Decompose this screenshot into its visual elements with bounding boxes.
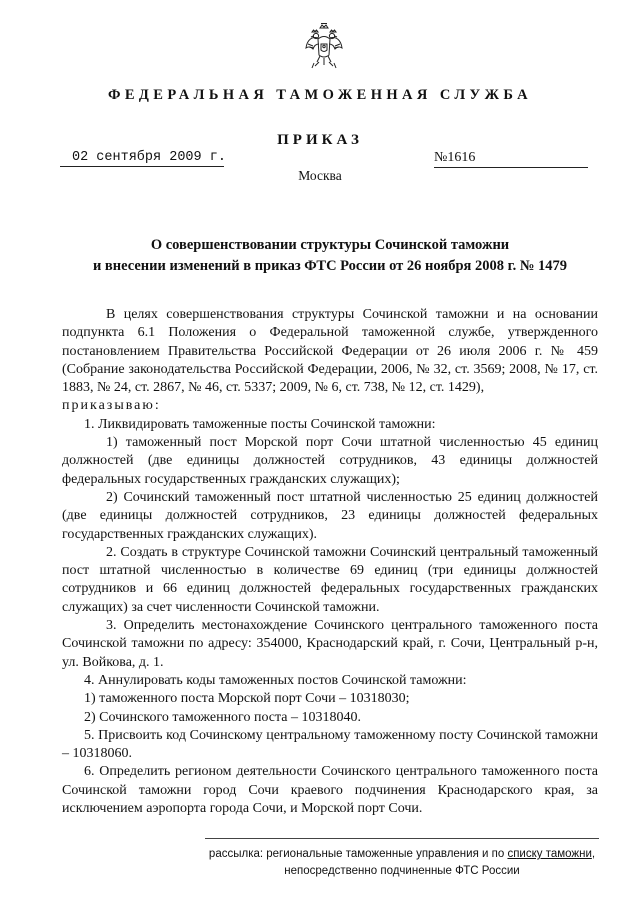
agency-name: ФЕДЕРАЛЬНАЯ ТАМОЖЕННАЯ СЛУЖБА	[107, 87, 532, 103]
distribution-prefix: рассылка: региональные таможенные управления и по	[208, 848, 508, 860]
document-type: ПРИКАЗ	[277, 132, 363, 148]
clause-4-item-1: 1) таможенного поста Морской порт Сочи – 10318030;	[84, 691, 410, 707]
order-subject	[60, 235, 600, 277]
clause-4: 4. Аннулировать коды таможенных постов Сочинской таможни:	[84, 672, 467, 688]
distribution-list-link[interactable]: списку таможни	[507, 848, 592, 860]
clause-3: 3. Определить местонахождение Сочинского центрального таможенного поста Сочинской таможни по адресу: 354000, Краснодарский край, г. Сочи, Центральный р-н, ул. Войкова, д. 1.	[62, 618, 598, 670]
subject-line-1: О совершенствовании структуры Сочинской таможни	[150, 237, 510, 253]
order-word: приказываю:	[62, 398, 161, 414]
clause-2: 2. Создать в структуре Сочинской таможни Сочинский центральный таможенный пост штатной численностью в количестве 69 единиц (три единицы должностей сотрудников и 66 единиц должностей федеральных государственных гражданских служащих) за счет численности Сочинской таможни.	[62, 544, 598, 615]
distribution-suffix: ,	[591, 848, 596, 860]
preamble-paragraph: В целях совершенствования структуры Сочинской таможни и на основании подпункта 6.1 Положения о Федеральной таможенной службе, утвержденного постановлением Правительства Российской Федерации от 26 июля 2006 г. № 459 (Собрание законодательства Российской Федерации, 2006, № 32, ст. 3569; 2008, № 17, ст. 1883, № 24, ст. 2867, № 46, ст. 5337; 2009, № 6, ст. 738, № 12, ст. 1429),	[62, 307, 598, 396]
clause-4-item-2: 2) Сочинского таможенного поста – 10318040.	[84, 709, 362, 725]
clause-1: 1. Ликвидировать таможенные посты Сочинской таможни:	[84, 416, 436, 432]
order-body	[62, 306, 598, 818]
distribution-line-1	[205, 848, 599, 860]
russian-coat-of-arms-icon	[304, 22, 344, 70]
issue-city: Москва	[298, 168, 342, 183]
subject-line-2: и внесении изменений в приказ ФТС России от 26 ноября 2008 г. № 1479	[92, 258, 568, 274]
order-number: №1616	[434, 150, 588, 168]
footnote-divider	[205, 838, 599, 839]
clause-1-item-2: 2) Сочинский таможенный пост штатной численностью 25 единиц должностей (две единицы должностей сотрудников, 23 единицы должностей федеральных государственных гражданских служащих).	[62, 489, 598, 542]
clause-5: 5. Присвоить код Сочинскому центральному таможенному посту Сочинской таможни – 10318060.	[62, 727, 598, 762]
distribution-line-2: непосредственно подчиненные ФТС России	[284, 865, 520, 877]
order-date: 02 сентября 2009 г.	[60, 150, 224, 167]
clause-6: 6. Определить регионом деятельности Сочинского центрального таможенного поста Сочинской таможни город Сочи краевого подчинения Краснодарского края, за исключением аэропорта города Сочи, и Морской порт Сочи.	[62, 764, 598, 817]
clause-1-item-1: 1) таможенный пост Морской порт Сочи штатной численностью 45 единиц должностей (две единицы должностей сотрудников, 43 единицы должностей федеральных государственных гражданских служащих);	[62, 435, 598, 487]
